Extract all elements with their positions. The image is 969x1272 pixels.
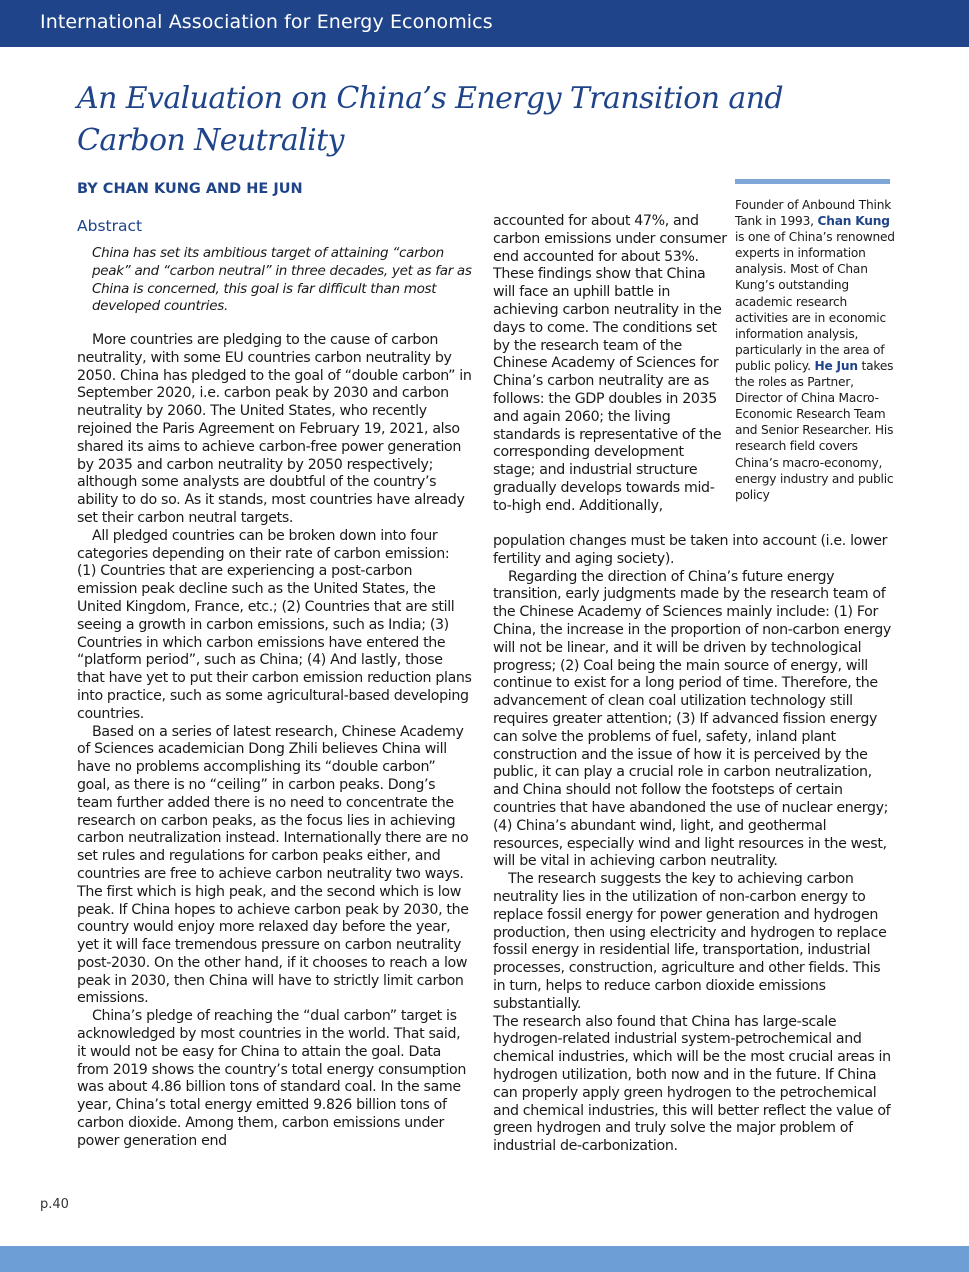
paragraph: All pledged countries can be broken down into four categories depending on their rate of carbon emission: (1) Countries that are experiencing a post-carbon emission peak decline such as the United States, the United Kingdom, France, etc.; (2) Countries that are still seeing a growth in carbon emissions, such as India; (3) Countries in which carbon emissions have entered the “platform period”, such as China; (4) And lastly, those that have yet to put their carbon emission reduction plans into practice, such as some agricultural-based developing countries.	[77, 527, 472, 722]
paragraph: Based on a series of latest research, Chinese Academy of Sciences academician Dong Zhili believes China will have no problems accomplishing its “double carbon” goal, as there is no “ceiling” in carbon peaks. Dong’s team further added there is no need to concentrate the research on carbon peaks, as the focus lies in achieving carbon neutralization instead. Internationally there are no set rules and regulations for carbon peaks either, and countries are free to achieve carbon neutrality two ways. The first which is high peak, and the second which is low peak. If China hopes to achieve carbon peak by 2030, the country would enjoy more relaxed day before the year, yet it will face tremendous pressure on carbon neutrality post-2030. On the other hand, if it chooses to reach a low peak in 2030, then China will have to strictly limit carbon emissions.	[77, 723, 469, 1007]
sidebar-divider	[735, 179, 890, 184]
bio-text-chan-kung: is one of China’s renowned experts in information analysis. Most of Chan Kung’s outstanding academic research activities are in economic information analysis, particularly in the area of public policy.	[735, 230, 895, 373]
paragraph: China’s pledge of reaching the “dual carbon” target is acknowledged by most countries in the world. That said, it would not be easy for China to attain the goal. Data from 2019 shows the country’s total energy consumption was about 4.86 billion tons of standard coal. In the same year, China’s total energy emitted 9.826 billion tons of carbon dioxide. Among them, carbon emissions under power generation end	[77, 1008, 467, 1149]
paragraph: The research also found that China has large-scale hydrogen-related industrial system-petrochemical and chemical industries, which will be the most crucial areas in hydrogen utilization, both now and in the future. If China can properly apply green hydrogen to the petrochemical and chemical industries, this will better reflect the value of green hydrogen and truly solve the major problem of industrial de-carbonization.	[493, 1013, 891, 1155]
footer-bar	[0, 1246, 969, 1272]
paragraph: The research suggests the key to achieving carbon neutrality lies in the utilization of non-carbon energy to replace fossil energy for power generation and hydrogen production, then using electricity and hydrogen to replace fossil energy in residential life, transportation, industrial processes, construction, agriculture and other fields. This in turn, helps to reduce carbon dioxide emissions substantially.	[493, 871, 887, 1012]
page-number: p.40	[40, 1197, 69, 1212]
paragraph: accounted for about 47%, and carbon emissions under consumer end accounted for about 53%. These findings show that China will face an uphill battle in achieving carbon neutrality in the days to come. The conditions set by the research team of the Chinese Academy of Sciences for China’s carbon neutrality are as follows: the GDP doubles in 2035 and again 2060; the living standards is representative of the corresponding development stage; and industrial structure gradually develops towards mid-to-high end. Additionally,	[493, 213, 727, 514]
author-name-chan-kung: Chan Kung	[817, 214, 890, 229]
paragraph: population changes must be taken into account (i.e. lower fertility and aging society).	[493, 533, 888, 567]
author-name-he-jun: He Jun	[814, 358, 858, 373]
paragraph: More countries are pledging to the cause of carbon neutrality, with some EU countries carbon neutrality by 2050. China has pledged to the goal of “double carbon” in September 2020, i.e. carbon peak by 2030 and carbon neutrality by 2060. The United States, who recently rejoined the Paris Agreement on February 19, 2021, also shared its aims to achieve carbon-free power generation by 2035 and carbon neutrality by 2050 respectively; although some analysts are doubtful of the country’s ability to do so. As it stands, most countries have already set their carbon neutral targets.	[77, 332, 472, 526]
article-title: An Evaluation on China’s Energy Transition and Carbon Neutrality	[77, 81, 784, 158]
bio-text-he-jun: takes the roles as Partner, Director of China Macro-Economic Research Team and Senior Researcher. His research field covers China’s macro-economy, energy industry and public policy	[735, 358, 894, 502]
paragraph: Regarding the direction of China’s future energy transition, early judgments made by the research team of the Chinese Academy of Sciences mainly include: (1) For China, the increase in the proportion of non-carbon energy will not be linear, and it will be driven by technological progress; (2) Coal being the main source of energy, will continue to exist for a long period of time. Therefore, the advancement of clean coal utilization technology still requires greater attention; (3) If advanced fission energy can solve the problems of fuel, safety, inland plant construction and the issue of how it is perceived by the public, it can play a crucial role in carbon neutralization, and China should not follow the footsteps of certain countries that have abandoned the use of nuclear energy; (4) China’s abundant wind, light, and geothermal resources, especially wind and light resources in the west, will be vital in achieving carbon neutrality.	[493, 568, 891, 870]
bio-intro: Founder of Anbound Think Tank in 1993,	[735, 198, 892, 229]
org-name: International Association for Energy Economics	[40, 11, 493, 33]
abstract-heading: Abstract	[77, 217, 143, 235]
header-bar	[0, 0, 969, 47]
abstract-text: China has set its ambitious target of attaining “carbon peak” and “carbon neutral” in three decades, yet as far as China is concerned, this goal is far difficult than most developed countries.	[92, 245, 472, 315]
right-column	[493, 533, 893, 1156]
right-column-top	[493, 213, 728, 516]
author-bio	[735, 197, 895, 503]
byline: BY CHAN KUNG AND HE JUN	[77, 181, 303, 197]
left-column	[77, 332, 472, 1151]
